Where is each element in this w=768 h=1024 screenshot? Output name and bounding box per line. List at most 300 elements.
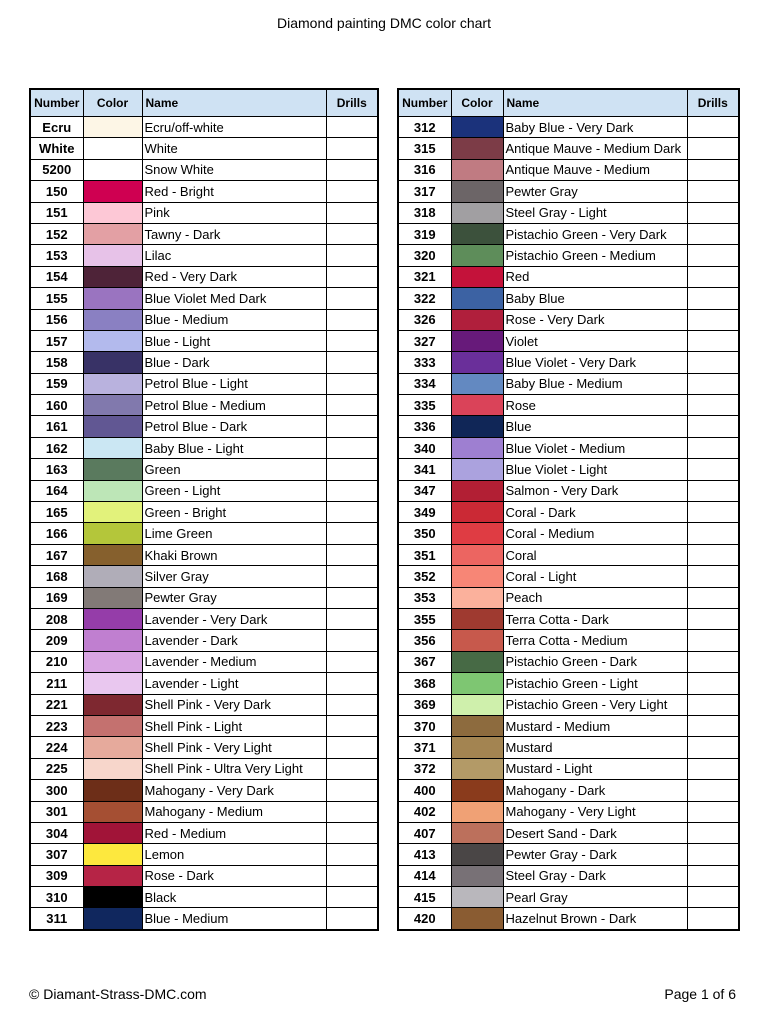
color-swatch — [451, 437, 503, 458]
color-swatch — [451, 715, 503, 736]
color-swatch — [451, 844, 503, 865]
table-row — [30, 117, 378, 138]
drills-cell — [326, 908, 378, 930]
color-number: 372 — [398, 758, 451, 779]
color-number: 307 — [30, 844, 83, 865]
color-number: 413 — [398, 844, 451, 865]
drills-cell — [687, 309, 739, 330]
header-number: Number — [398, 89, 451, 117]
color-number: 304 — [30, 822, 83, 843]
table-row — [30, 245, 378, 266]
table-row — [398, 245, 739, 266]
color-name: Coral — [503, 544, 687, 565]
table-row — [30, 865, 378, 886]
color-name: Lemon — [142, 844, 326, 865]
table-row — [30, 801, 378, 822]
color-name: Shell Pink - Light — [142, 715, 326, 736]
drills-cell — [687, 694, 739, 715]
table-row — [30, 780, 378, 801]
drills-cell — [687, 544, 739, 565]
drills-cell — [326, 480, 378, 501]
color-swatch — [451, 523, 503, 544]
color-number: 161 — [30, 416, 83, 437]
drills-cell — [687, 673, 739, 694]
table-row — [398, 181, 739, 202]
color-name: Blue - Medium — [142, 309, 326, 330]
color-name: Blue - Light — [142, 330, 326, 351]
drills-cell — [687, 373, 739, 394]
color-name: Baby Blue - Very Dark — [503, 117, 687, 138]
color-number: White — [30, 138, 83, 159]
color-swatch — [83, 673, 142, 694]
color-swatch — [83, 844, 142, 865]
color-swatch — [451, 822, 503, 843]
drills-cell — [326, 117, 378, 138]
drills-cell — [687, 630, 739, 651]
color-swatch — [83, 309, 142, 330]
color-name: Blue Violet Med Dark — [142, 288, 326, 309]
table-row — [398, 373, 739, 394]
drills-cell — [326, 202, 378, 223]
color-name: Steel Gray - Light — [503, 202, 687, 223]
drills-cell — [326, 395, 378, 416]
drills-cell — [687, 352, 739, 373]
color-swatch — [451, 544, 503, 565]
color-number: 319 — [398, 223, 451, 244]
color-name: Green — [142, 459, 326, 480]
color-number: 150 — [30, 181, 83, 202]
color-number: 225 — [30, 758, 83, 779]
table-row — [398, 480, 739, 501]
drills-cell — [687, 651, 739, 672]
color-number: 155 — [30, 288, 83, 309]
color-name: Mahogany - Very Dark — [142, 780, 326, 801]
drills-cell — [687, 801, 739, 822]
color-swatch — [83, 373, 142, 394]
table-row — [398, 801, 739, 822]
color-name: Lavender - Very Dark — [142, 608, 326, 629]
color-number: 349 — [398, 502, 451, 523]
table-row — [398, 202, 739, 223]
table-row — [30, 887, 378, 908]
table-row — [398, 117, 739, 138]
table-row — [398, 608, 739, 629]
drills-cell — [326, 416, 378, 437]
color-number: 321 — [398, 266, 451, 287]
color-swatch — [83, 737, 142, 758]
table-row — [30, 608, 378, 629]
color-swatch — [83, 459, 142, 480]
color-name: Rose - Very Dark — [503, 309, 687, 330]
color-name: Blue Violet - Medium — [503, 437, 687, 458]
color-name: Rose - Dark — [142, 865, 326, 886]
table-row — [398, 822, 739, 843]
color-name: Blue Violet - Light — [503, 459, 687, 480]
drills-cell — [687, 887, 739, 908]
color-name: Mustard - Light — [503, 758, 687, 779]
drills-cell — [687, 181, 739, 202]
color-swatch — [451, 758, 503, 779]
color-number: 327 — [398, 330, 451, 351]
drills-cell — [687, 245, 739, 266]
color-number: 209 — [30, 630, 83, 651]
color-name: Blue — [503, 416, 687, 437]
drills-cell — [326, 459, 378, 480]
color-number: 301 — [30, 801, 83, 822]
color-number: 312 — [398, 117, 451, 138]
color-swatch — [451, 373, 503, 394]
drills-cell — [326, 223, 378, 244]
table-row — [398, 138, 739, 159]
header-color: Color — [451, 89, 503, 117]
header-name: Name — [142, 89, 326, 117]
drills-cell — [326, 780, 378, 801]
drills-cell — [326, 138, 378, 159]
drills-cell — [687, 202, 739, 223]
color-swatch — [451, 138, 503, 159]
color-name: Desert Sand - Dark — [503, 822, 687, 843]
drills-cell — [687, 117, 739, 138]
color-number: 318 — [398, 202, 451, 223]
drills-cell — [326, 245, 378, 266]
color-number: 211 — [30, 673, 83, 694]
table-row — [398, 159, 739, 180]
drills-cell — [326, 758, 378, 779]
color-name: Lavender - Light — [142, 673, 326, 694]
table-row — [30, 266, 378, 287]
header-drills: Drills — [326, 89, 378, 117]
header-drills: Drills — [687, 89, 739, 117]
color-number: 168 — [30, 566, 83, 587]
color-name: Silver Gray — [142, 566, 326, 587]
drills-cell — [326, 608, 378, 629]
color-number: 151 — [30, 202, 83, 223]
color-swatch — [451, 223, 503, 244]
drills-cell — [687, 502, 739, 523]
color-number: 355 — [398, 608, 451, 629]
color-swatch — [451, 266, 503, 287]
table-row — [398, 544, 739, 565]
color-name: Lavender - Dark — [142, 630, 326, 651]
table-row — [398, 502, 739, 523]
color-swatch — [451, 117, 503, 138]
color-number: 162 — [30, 437, 83, 458]
color-swatch — [83, 908, 142, 930]
color-name: Blue - Dark — [142, 352, 326, 373]
table-row — [30, 822, 378, 843]
table-row — [30, 437, 378, 458]
table-row — [398, 865, 739, 886]
color-name: Pistachio Green - Very Dark — [503, 223, 687, 244]
table-row — [30, 502, 378, 523]
color-number: 333 — [398, 352, 451, 373]
drills-cell — [326, 822, 378, 843]
table-row — [30, 480, 378, 501]
drills-cell — [687, 844, 739, 865]
color-name: Green - Bright — [142, 502, 326, 523]
table-row — [30, 181, 378, 202]
color-swatch — [83, 887, 142, 908]
color-number: 317 — [398, 181, 451, 202]
color-name: Baby Blue - Light — [142, 437, 326, 458]
page-title: Diamond painting DMC color chart — [277, 15, 491, 31]
color-number: 5200 — [30, 159, 83, 180]
table-row — [398, 223, 739, 244]
drills-cell — [326, 566, 378, 587]
table-row — [398, 437, 739, 458]
color-number: 315 — [398, 138, 451, 159]
color-swatch — [451, 630, 503, 651]
table-row — [30, 544, 378, 565]
color-swatch — [451, 651, 503, 672]
color-name: Shell Pink - Very Light — [142, 737, 326, 758]
color-swatch — [451, 352, 503, 373]
color-name: Red - Medium — [142, 822, 326, 843]
table-row — [398, 288, 739, 309]
table-row — [30, 202, 378, 223]
color-number: 369 — [398, 694, 451, 715]
drills-cell — [687, 780, 739, 801]
color-name: Khaki Brown — [142, 544, 326, 565]
table-row — [30, 758, 378, 779]
color-name: Red - Bright — [142, 181, 326, 202]
color-swatch — [451, 737, 503, 758]
table-body-right — [398, 117, 739, 930]
table-row — [398, 780, 739, 801]
color-table-left — [29, 88, 379, 931]
table-row — [398, 673, 739, 694]
color-swatch — [83, 181, 142, 202]
drills-cell — [687, 865, 739, 886]
color-swatch — [451, 566, 503, 587]
table-row — [398, 737, 739, 758]
table-row — [30, 138, 378, 159]
color-number: 336 — [398, 416, 451, 437]
drills-cell — [687, 737, 739, 758]
color-swatch — [83, 245, 142, 266]
color-swatch — [451, 908, 503, 930]
header-number: Number — [30, 89, 83, 117]
drills-cell — [326, 309, 378, 330]
drills-cell — [326, 651, 378, 672]
color-swatch — [451, 309, 503, 330]
drills-cell — [326, 330, 378, 351]
table-row — [398, 395, 739, 416]
color-number: 340 — [398, 437, 451, 458]
color-name: Antique Mauve - Medium — [503, 159, 687, 180]
color-swatch — [83, 395, 142, 416]
color-swatch — [83, 223, 142, 244]
color-name: Mustard - Medium — [503, 715, 687, 736]
drills-cell — [326, 844, 378, 865]
color-name: Shell Pink - Ultra Very Light — [142, 758, 326, 779]
table-row — [398, 651, 739, 672]
table-row — [30, 159, 378, 180]
color-name: Mahogany - Dark — [503, 780, 687, 801]
drills-cell — [687, 480, 739, 501]
color-swatch — [83, 544, 142, 565]
color-number: 169 — [30, 587, 83, 608]
drills-cell — [687, 715, 739, 736]
color-swatch — [83, 694, 142, 715]
color-swatch — [83, 801, 142, 822]
color-swatch — [451, 288, 503, 309]
color-table-right — [397, 88, 740, 931]
table-row — [398, 566, 739, 587]
drills-cell — [326, 159, 378, 180]
drills-cell — [326, 288, 378, 309]
color-name: Pewter Gray — [503, 181, 687, 202]
table-row — [30, 373, 378, 394]
table-row — [30, 523, 378, 544]
color-number: Ecru — [30, 117, 83, 138]
drills-cell — [326, 587, 378, 608]
footer-copyright: © Diamant-Strass-DMC.com — [29, 986, 207, 1002]
table-row — [398, 459, 739, 480]
table-row — [30, 651, 378, 672]
color-number: 310 — [30, 887, 83, 908]
color-swatch — [451, 245, 503, 266]
color-name: Mustard — [503, 737, 687, 758]
color-number: 208 — [30, 608, 83, 629]
color-number: 163 — [30, 459, 83, 480]
color-number: 407 — [398, 822, 451, 843]
table-header-row — [398, 89, 739, 117]
table-row — [30, 715, 378, 736]
color-name: Petrol Blue - Light — [142, 373, 326, 394]
color-swatch — [83, 651, 142, 672]
table-row — [398, 352, 739, 373]
drills-cell — [687, 288, 739, 309]
table-row — [30, 673, 378, 694]
color-name: Shell Pink - Very Dark — [142, 694, 326, 715]
table-row — [398, 330, 739, 351]
drills-cell — [326, 266, 378, 287]
color-name: Red — [503, 266, 687, 287]
color-name: Salmon - Very Dark — [503, 480, 687, 501]
color-swatch — [83, 202, 142, 223]
table-header-row — [30, 89, 378, 117]
header-name: Name — [503, 89, 687, 117]
color-number: 356 — [398, 630, 451, 651]
table-row — [398, 694, 739, 715]
drills-cell — [687, 330, 739, 351]
color-swatch — [83, 437, 142, 458]
color-number: 322 — [398, 288, 451, 309]
color-swatch — [451, 395, 503, 416]
table-row — [398, 630, 739, 651]
color-name: Blue - Medium — [142, 908, 326, 930]
table-row — [30, 737, 378, 758]
drills-cell — [326, 694, 378, 715]
drills-cell — [687, 758, 739, 779]
color-swatch — [451, 181, 503, 202]
color-number: 334 — [398, 373, 451, 394]
drills-cell — [687, 223, 739, 244]
drills-cell — [687, 587, 739, 608]
color-name: Black — [142, 887, 326, 908]
color-name: Hazelnut Brown - Dark — [503, 908, 687, 930]
color-swatch — [83, 138, 142, 159]
color-number: 341 — [398, 459, 451, 480]
drills-cell — [687, 416, 739, 437]
color-swatch — [451, 887, 503, 908]
color-name: Mahogany - Medium — [142, 801, 326, 822]
color-name: Coral - Light — [503, 566, 687, 587]
table-row — [30, 352, 378, 373]
color-number: 156 — [30, 309, 83, 330]
color-swatch — [451, 673, 503, 694]
color-name: Pewter Gray — [142, 587, 326, 608]
color-number: 160 — [30, 395, 83, 416]
color-name: Mahogany - Very Light — [503, 801, 687, 822]
color-name: Steel Gray - Dark — [503, 865, 687, 886]
color-name: Rose — [503, 395, 687, 416]
color-swatch — [451, 502, 503, 523]
color-number: 224 — [30, 737, 83, 758]
color-swatch — [83, 288, 142, 309]
drills-cell — [326, 373, 378, 394]
table-row — [398, 887, 739, 908]
color-name: Tawny - Dark — [142, 223, 326, 244]
drills-cell — [687, 523, 739, 544]
table-row — [30, 223, 378, 244]
color-swatch — [83, 758, 142, 779]
table-row — [30, 330, 378, 351]
color-number: 152 — [30, 223, 83, 244]
drills-cell — [326, 715, 378, 736]
color-swatch — [451, 416, 503, 437]
drills-cell — [687, 908, 739, 930]
drills-cell — [687, 395, 739, 416]
color-swatch — [83, 715, 142, 736]
color-swatch — [83, 587, 142, 608]
table-row — [30, 587, 378, 608]
color-number: 311 — [30, 908, 83, 930]
color-swatch — [83, 266, 142, 287]
table-body-left — [30, 117, 378, 930]
color-name: Pistachio Green - Medium — [503, 245, 687, 266]
drills-cell — [687, 159, 739, 180]
color-name: Green - Light — [142, 480, 326, 501]
footer-page-number: Page 1 of 6 — [664, 986, 736, 1002]
table-row — [398, 266, 739, 287]
drills-cell — [326, 801, 378, 822]
color-name: Pewter Gray - Dark — [503, 844, 687, 865]
color-name: White — [142, 138, 326, 159]
color-name: Peach — [503, 587, 687, 608]
table-row — [30, 416, 378, 437]
color-number: 158 — [30, 352, 83, 373]
color-name: Snow White — [142, 159, 326, 180]
color-name: Pearl Gray — [503, 887, 687, 908]
color-number: 367 — [398, 651, 451, 672]
drills-cell — [326, 181, 378, 202]
table-row — [398, 844, 739, 865]
color-swatch — [83, 608, 142, 629]
color-name: Baby Blue — [503, 288, 687, 309]
color-name: Antique Mauve - Medium Dark — [503, 138, 687, 159]
color-swatch — [451, 587, 503, 608]
color-number: 316 — [398, 159, 451, 180]
table-row — [30, 630, 378, 651]
color-swatch — [451, 694, 503, 715]
drills-cell — [326, 352, 378, 373]
table-row — [30, 844, 378, 865]
color-swatch — [451, 159, 503, 180]
color-number: 157 — [30, 330, 83, 351]
color-swatch — [83, 352, 142, 373]
